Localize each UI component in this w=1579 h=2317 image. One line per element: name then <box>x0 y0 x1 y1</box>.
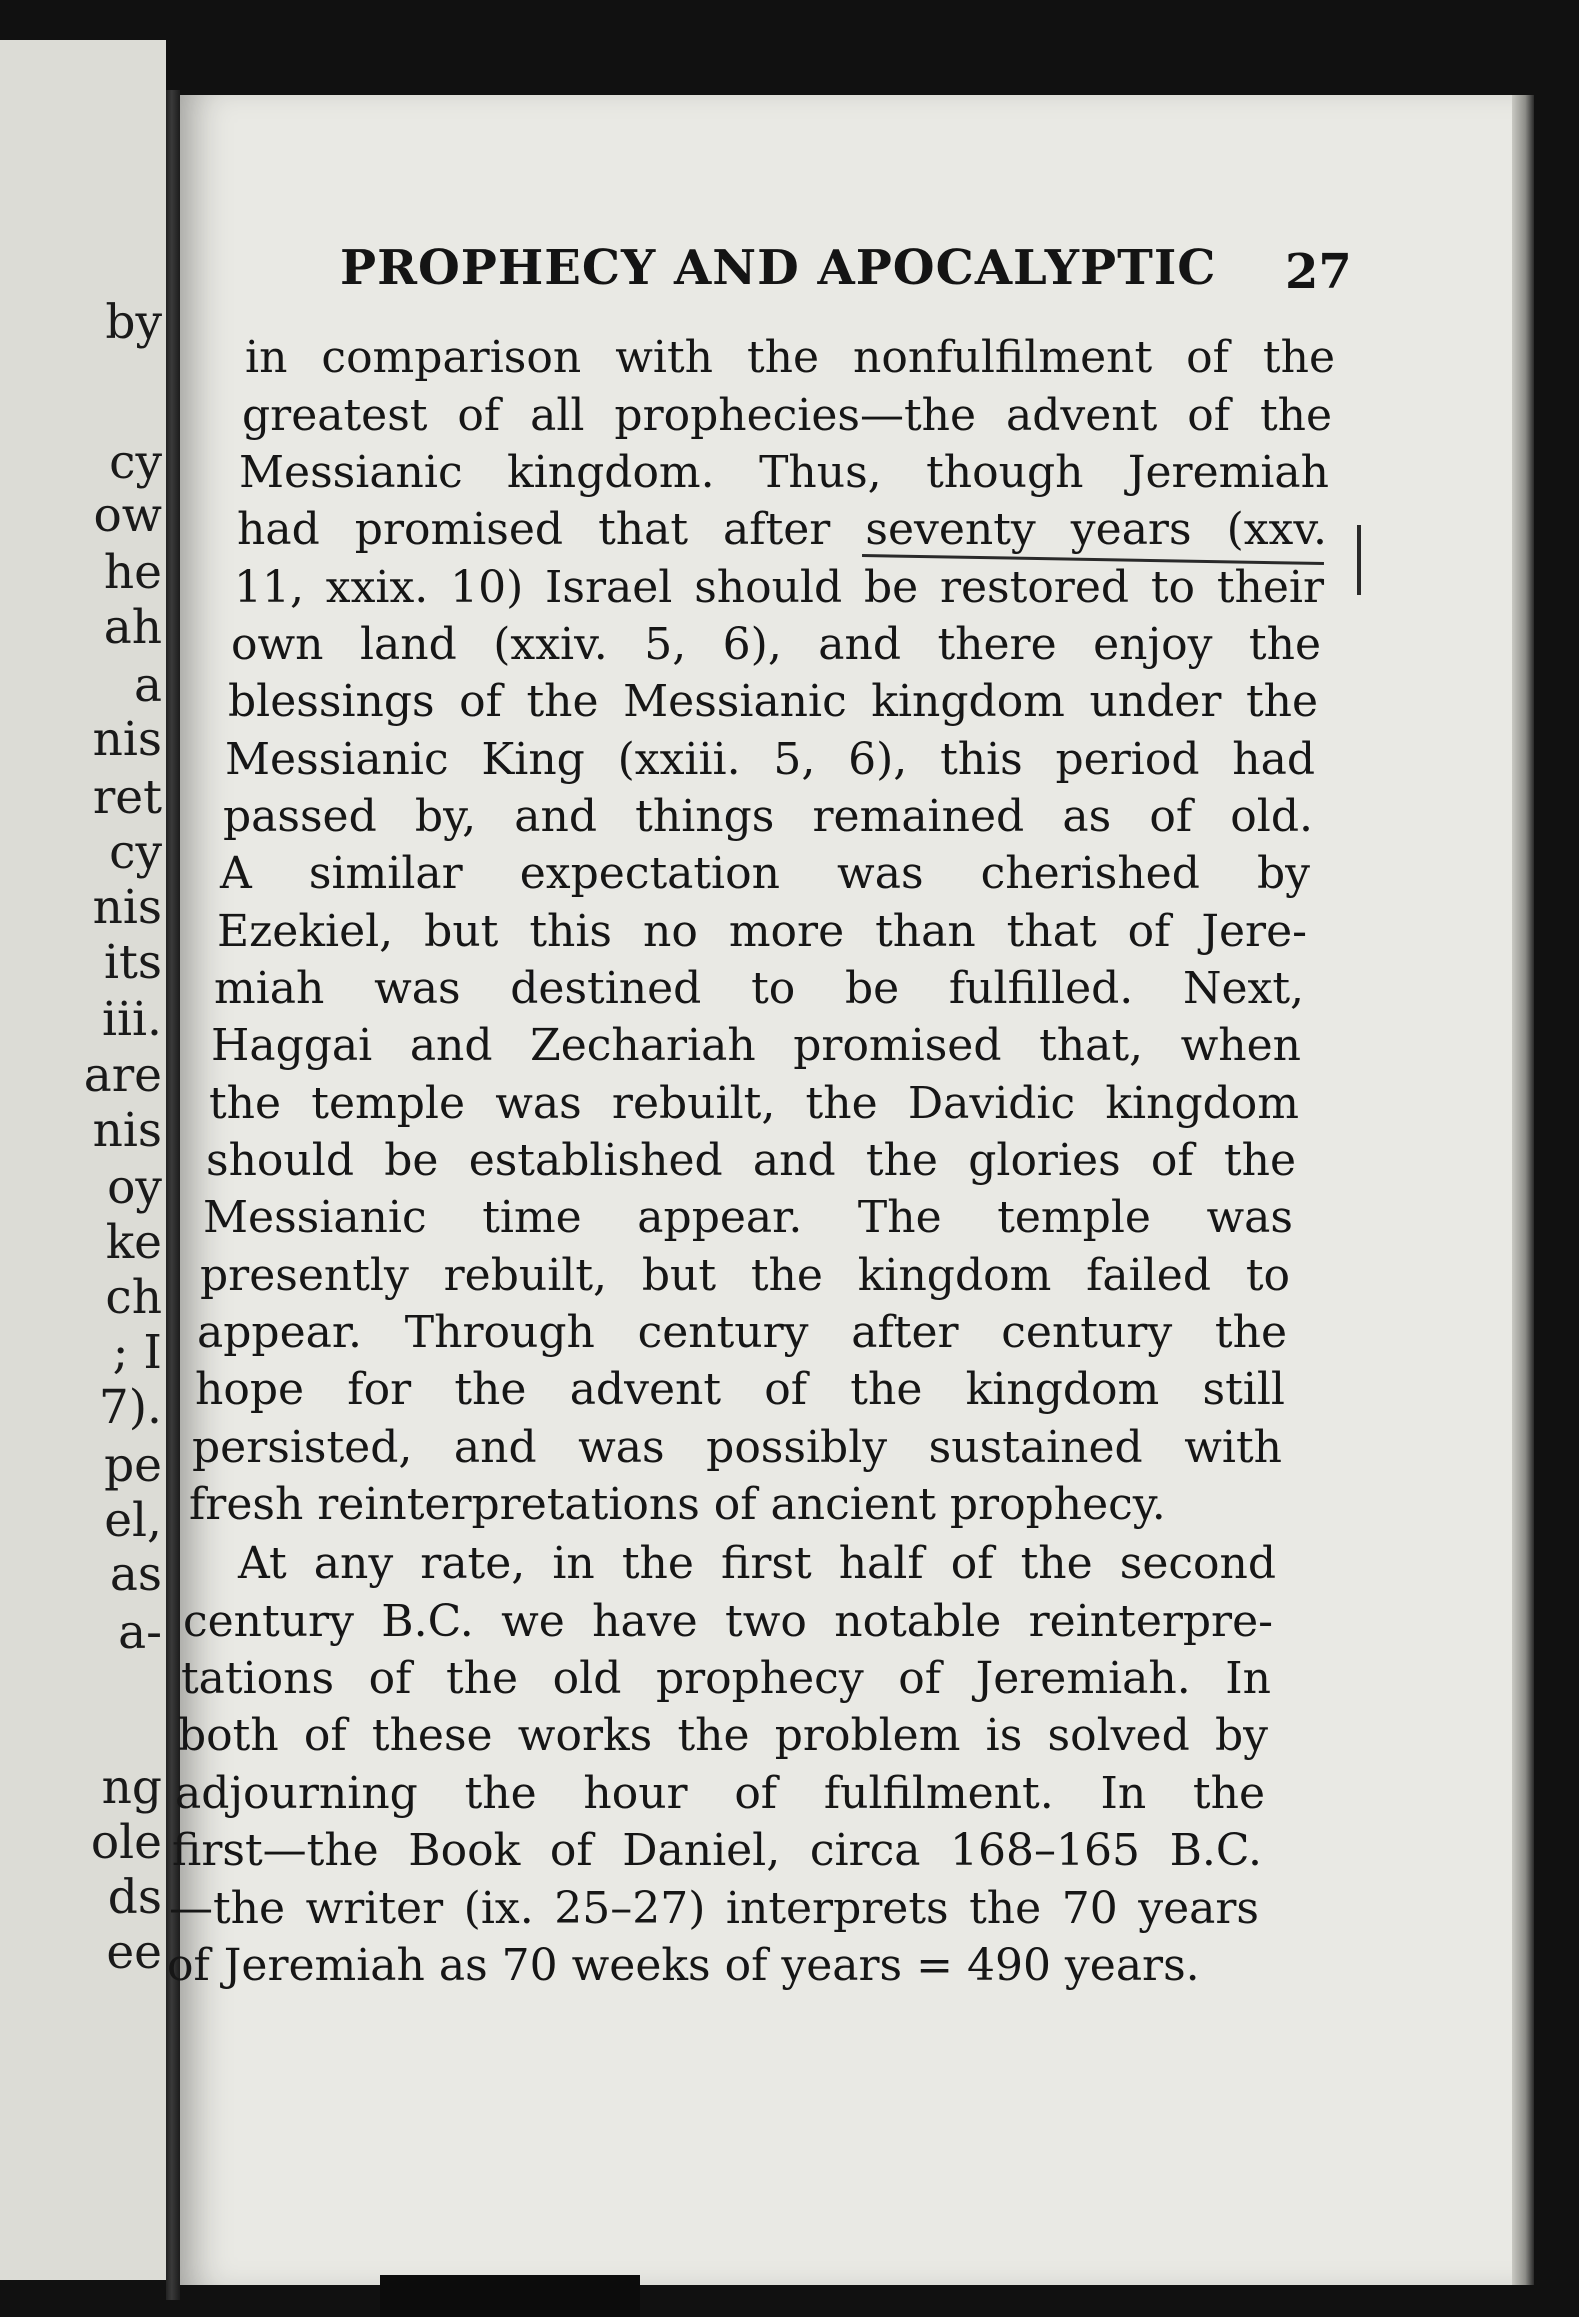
left-page-fragment: a- <box>118 1605 162 1660</box>
text-line: both of these works the problem is solved by <box>178 1710 1268 1761</box>
left-page-fragment: ah <box>103 600 162 655</box>
page-edge-shadow <box>1512 95 1534 2285</box>
text-line: persisted, and was possibly sustained with <box>192 1422 1282 1473</box>
left-page-fragment: ee <box>106 1925 162 1980</box>
text-line: own land (xxiv. 5, 6), and there enjoy the <box>231 619 1321 670</box>
left-page-fragment: nis <box>92 1103 162 1158</box>
left-page-fragment: nis <box>92 880 162 935</box>
text-line: century B.C. we have two notable reinterpre- <box>183 1596 1273 1647</box>
text-line: Haggai and Zechariah promised that, when <box>211 1020 1301 1071</box>
text-line: should be established and the glories of the <box>206 1135 1296 1186</box>
text-line: greatest of all prophecies—the advent of the <box>242 390 1332 441</box>
left-page-fragment: ch <box>105 1270 162 1325</box>
left-page-fragment: are <box>83 1048 162 1103</box>
text-line: the temple was rebuilt, the Davidic kingdom <box>209 1078 1299 1129</box>
left-page-fragment: ; I <box>112 1325 162 1380</box>
scan-artifact <box>380 2275 640 2317</box>
page-number: 27 <box>1285 244 1352 300</box>
left-page-fragment: iii. <box>101 992 162 1047</box>
left-page-fragment: as <box>109 1547 162 1602</box>
text-line: blessings of the Messianic kingdom under the <box>228 676 1318 727</box>
left-page-fragment: its <box>103 935 162 990</box>
margin-mark <box>1357 525 1361 595</box>
text-line: in comparison with the nonfulfilment of the <box>245 332 1335 383</box>
left-page-fragment: ng <box>101 1760 162 1815</box>
left-page-fragment: cy <box>109 825 162 880</box>
left-page-fragment: cy <box>109 435 162 490</box>
text-line: had promised that after seventy years (xxv. <box>237 504 1327 555</box>
text-line: appear. Through century after century the <box>197 1307 1287 1358</box>
left-page-fragment: a <box>133 658 162 713</box>
left-page-fragment: he <box>103 545 162 600</box>
text-line: Messianic time appear. The temple was <box>203 1192 1293 1243</box>
left-page-fragment: nis <box>92 712 162 767</box>
left-page-fragment: 7). <box>98 1380 162 1435</box>
left-page-fragment: pe <box>104 1438 162 1493</box>
text-line: tations of the old prophecy of Jeremiah. In <box>181 1653 1271 1704</box>
text-line: 11, xxix. 10) Israel should be restored to their <box>234 562 1324 613</box>
left-page-fragment: ow <box>93 488 162 543</box>
text-line: miah was destined to be fulfilled. Next, <box>214 963 1304 1014</box>
text-line: At any rate, in the first half of the second <box>238 1538 1276 1589</box>
left-page-fragment: ke <box>105 1215 162 1270</box>
text-line: Messianic King (xxiii. 5, 6), this period had <box>225 734 1315 785</box>
text-line: passed by, and things remained as of old. <box>223 791 1313 842</box>
text-line: presently rebuilt, but the kingdom failed to <box>200 1250 1290 1301</box>
text-line: A similar expectation was cherished by <box>220 848 1310 899</box>
left-page-fragment: oy <box>107 1160 162 1215</box>
text-line: first—the Book of Daniel, circa 168–165 B.C. <box>172 1825 1262 1876</box>
left-page-fragment: ret <box>92 770 162 825</box>
text-line: Messianic kingdom. Thus, though Jeremiah <box>239 447 1329 498</box>
text-line: Ezekiel, but this no more than that of Jere- <box>217 906 1307 957</box>
text-line: fresh reinterpretations of ancient prophecy. <box>189 1479 1166 1530</box>
left-page-fragment: ds <box>107 1870 162 1925</box>
left-page-fragment: el, <box>104 1493 162 1548</box>
left-page-fragment: by <box>105 295 162 350</box>
text-line: —the writer (ix. 25–27) interprets the 70 years <box>169 1883 1259 1934</box>
left-facing-page <box>0 40 166 2280</box>
left-page-fragment: ole <box>90 1815 162 1870</box>
text-line: adjourning the hour of fulfilment. In the <box>175 1768 1265 1819</box>
text-line: hope for the advent of the kingdom still <box>195 1364 1285 1415</box>
running-head: PROPHECY AND APOCALYPTIC <box>340 240 1217 296</box>
text-line: of Jeremiah as 70 weeks of years = 490 years. <box>167 1940 1200 1991</box>
